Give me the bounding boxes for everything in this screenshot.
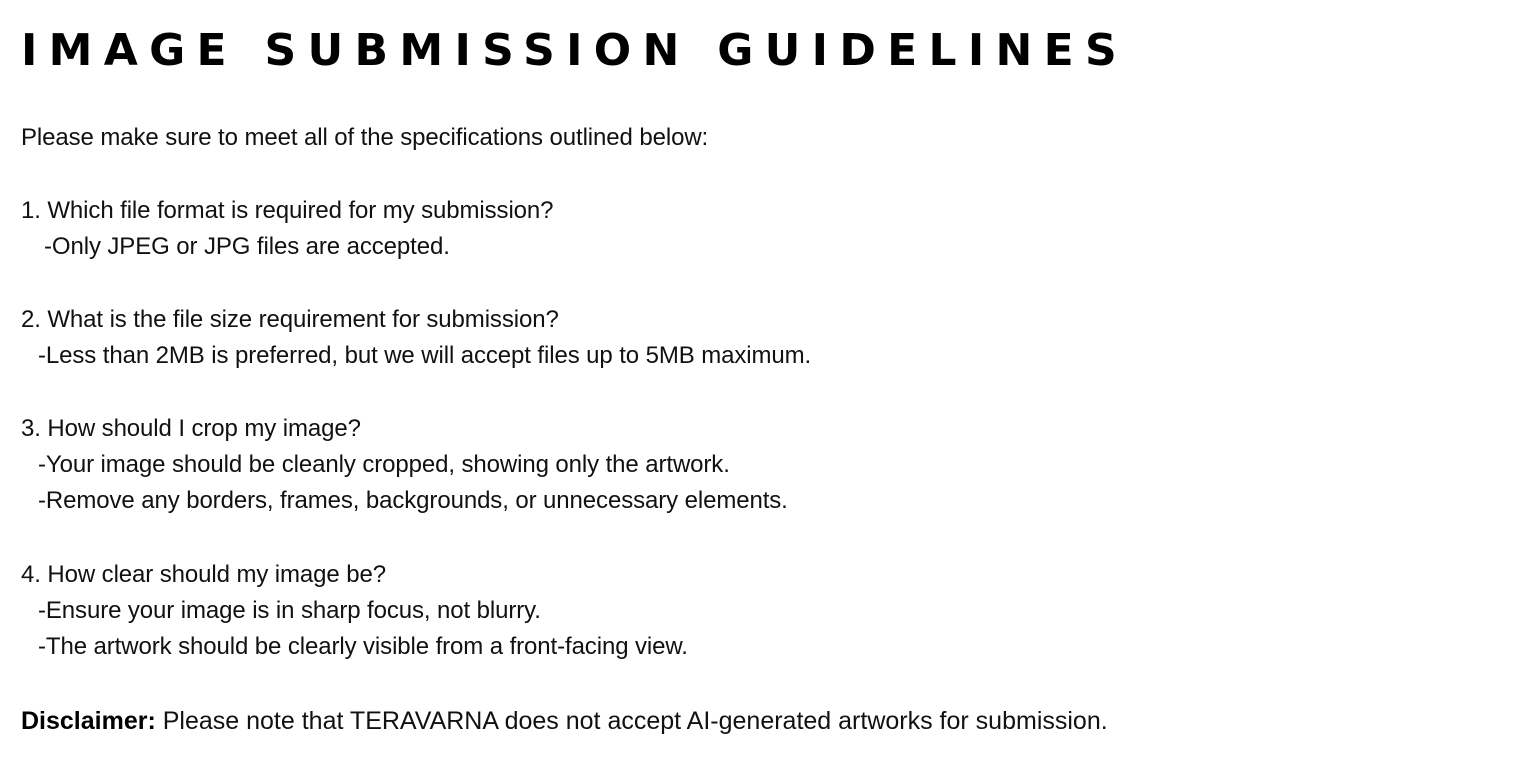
faq-question-4: 4. How clear should my image be? <box>21 561 386 588</box>
intro-text: Please make sure to meet all of the specifications outlined below: <box>21 124 709 151</box>
faq-answer-3-2: -Remove any borders, frames, backgrounds, or unnecessary elements. <box>38 487 788 514</box>
faq-question-3: 3. How should I crop my image? <box>21 415 361 442</box>
faq-answer-4-1: -Ensure your image is in sharp focus, not blurry. <box>38 597 541 624</box>
faq-answer-2-1: -Less than 2MB is preferred, but we will accept files up to 5MB maximum. <box>38 342 812 369</box>
disclaimer-text: Please note that TERAVARNA does not accept AI-generated artworks for submission. <box>155 707 1108 735</box>
disclaimer-label: Disclaimer: <box>21 707 156 735</box>
page-title: IMAGE SUBMISSION GUIDELINES <box>21 25 1129 76</box>
faq-answer-3-1: -Your image should be cleanly cropped, showing only the artwork. <box>38 451 730 478</box>
faq-question-1: 1. Which file format is required for my submission? <box>21 197 554 224</box>
faq-answer-4-2: -The artwork should be clearly visible from a front-facing view. <box>38 633 688 660</box>
disclaimer <box>21 705 1108 737</box>
faq-question-2: 2. What is the file size requirement for submission? <box>21 306 559 333</box>
faq-answer-1-1: -Only JPEG or JPG files are accepted. <box>44 233 450 260</box>
